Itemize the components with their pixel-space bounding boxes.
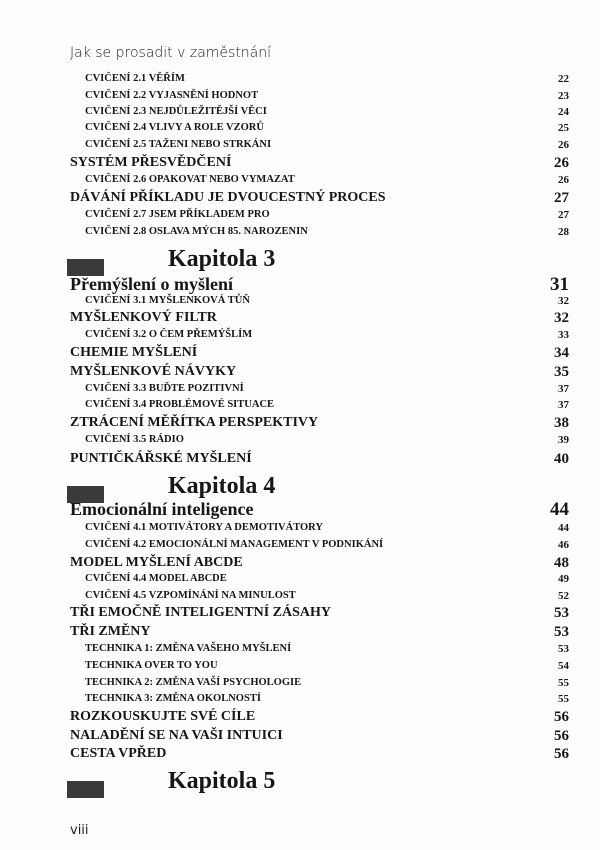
toc-entry-title: CVIČENÍ 2.8 OSLAVA MÝCH 85. NAROZENIN (85, 226, 308, 237)
toc-entry-page: 44 (558, 522, 569, 534)
toc-entry-page: 56 (554, 728, 569, 744)
toc-entry-title: CVIČENÍ 4.5 VZPOMÍNÁNÍ NA MINULOST (85, 590, 296, 601)
toc-entry-title: MODEL MYŠLENÍ ABCDE (70, 555, 243, 570)
toc-entry-title: CVIČENÍ 3.2 O ČEM PŘEMÝŠLÍM (85, 329, 253, 340)
toc-entry-title: CVIČENÍ 3.1 MYŠLENKOVÁ TŮŇ (85, 295, 250, 306)
toc-entry-page: 26 (558, 174, 569, 186)
toc-entry-title: DÁVÁNÍ PŘÍKLADU JE DVOUCESTNÝ PROCES (70, 190, 386, 205)
toc-entry-page: 48 (554, 555, 569, 571)
toc-entry-title: CVIČENÍ 3.4 PROBLÉMOVÉ SITUACE (85, 399, 275, 410)
toc-entry-page: 52 (558, 590, 569, 602)
toc-entry-title: CVIČENÍ 2.4 VLIVY A ROLE VZORŮ (85, 122, 264, 133)
toc-entry-page: 27 (554, 190, 569, 206)
toc-entry-page: 28 (558, 226, 569, 238)
toc-entry-page: 46 (558, 539, 569, 551)
toc-entry-title: CVIČENÍ 2.1 VĚŘÍM (85, 73, 185, 84)
toc-entry-title: Přemýšlení o myšlení (70, 273, 233, 294)
toc-entry-page: 54 (558, 660, 569, 672)
chapter-marker-icon (67, 781, 104, 798)
toc-entry-title: CVIČENÍ 3.5 RÁDIO (85, 434, 184, 445)
toc-entry-title: CESTA VPŘED (70, 746, 167, 761)
toc-entry-title: PUNTIČKÁŘSKÉ MYŠLENÍ (70, 451, 252, 466)
toc-entry-title: NALADĚNÍ SE NA VAŠI INTUICI (70, 728, 283, 743)
toc-entry-title: TŘI ZMĚNY (70, 624, 151, 639)
toc-entry-page: 38 (554, 415, 569, 431)
toc-entry-title: ROZKOUSKUJTE SVÉ CÍLE (70, 709, 256, 724)
toc-entry-title: CVIČENÍ 2.6 OPAKOVAT NEBO VYMAZAT (85, 174, 295, 185)
toc-entry-title: CVIČENÍ 3.3 BUĎTE POZITIVNÍ (85, 383, 244, 394)
page-number: viii (70, 823, 89, 838)
toc-entry-page: 32 (558, 295, 569, 307)
chapter-heading-title: Kapitola 5 (168, 768, 276, 794)
toc-entry-title: CVIČENÍ 2.3 NEJDŮLEŽITĚJŠÍ VĚCI (85, 106, 267, 117)
toc-entry-page: 26 (554, 155, 569, 171)
toc-entry-title: TŘI EMOČNĚ INTELIGENTNÍ ZÁSAHY (70, 605, 331, 620)
chapter-heading-title: Kapitola 3 (168, 246, 276, 272)
toc-entry-title: ZTRÁCENÍ MĚŘÍTKA PERSPEKTIVY (70, 415, 319, 430)
toc-entry-page: 37 (558, 399, 569, 411)
toc-entry-page: 26 (558, 139, 569, 151)
toc-entry-title: TECHNIKA 1: ZMĚNA VAŠEHO MYŠLENÍ (85, 643, 292, 654)
toc-entry-title: CVIČENÍ 4.1 MOTIVÁTORY A DEMOTIVÁTORY (85, 522, 323, 533)
toc-entry-page: 25 (558, 122, 569, 134)
toc-entry-page: 37 (558, 383, 569, 395)
toc-entry-title: TECHNIKA OVER TO YOU (85, 660, 218, 671)
toc-entry-page: 55 (558, 677, 569, 689)
toc-entry-page: 53 (554, 624, 569, 640)
toc-entry-title: CVIČENÍ 4.2 EMOCIONÁLNÍ MANAGEMENT V PODNIKÁNÍ (85, 539, 384, 550)
toc-entry-page: 53 (558, 643, 569, 655)
toc-entry-page: 31 (550, 273, 569, 295)
toc-entry-page: 55 (558, 693, 569, 705)
chapter-heading-title: Kapitola 4 (168, 473, 276, 499)
toc-entry-page: 40 (554, 451, 569, 467)
toc-entry-page: 32 (554, 310, 569, 326)
toc-entry-page: 44 (550, 498, 569, 520)
toc-entry-title: TECHNIKA 3: ZMĚNA OKOLNOSTÍ (85, 693, 261, 704)
toc-entry-page: 49 (558, 573, 569, 585)
toc-entry-title: CVIČENÍ 4.4 MODEL ABCDE (85, 573, 227, 584)
toc-entry-title: MYŠLENKOVÝ FILTR (70, 310, 217, 325)
toc-entry-page: 24 (558, 106, 569, 118)
toc-entry-page: 35 (554, 364, 569, 380)
toc-entry-title: CVIČENÍ 2.2 VYJASNĚNÍ HODNOT (85, 90, 259, 101)
toc-entry-page: 53 (554, 605, 569, 621)
toc-entry-title: MYŠLENKOVÉ NÁVYKY (70, 364, 237, 379)
toc-entry-page: 39 (558, 434, 569, 446)
toc-entry-page: 56 (554, 746, 569, 762)
toc-entry-page: 27 (558, 209, 569, 221)
toc-entry-title: CVIČENÍ 2.5 TAŽENI NEBO STRKÁNI (85, 139, 272, 150)
toc-entry-page: 56 (554, 709, 569, 725)
running-header: Jak se prosadit v zaměstnání (70, 45, 272, 61)
toc-entry-page: 23 (558, 90, 569, 102)
toc-entry-title: CVIČENÍ 2.7 JSEM PŘÍKLADEM PRO (85, 209, 270, 220)
toc-entry-title: Emocionální inteligence (70, 498, 254, 519)
toc-entry-page: 33 (558, 329, 569, 341)
toc-entry-title: CHEMIE MYŠLENÍ (70, 345, 198, 360)
toc-entry-page: 34 (554, 345, 569, 361)
toc-entry-title: TECHNIKA 2: ZMĚNA VAŠÍ PSYCHOLOGIE (85, 677, 302, 688)
toc-entry-page: 22 (558, 73, 569, 85)
toc-entry-title: SYSTÉM PŘESVĚDČENÍ (70, 155, 232, 170)
